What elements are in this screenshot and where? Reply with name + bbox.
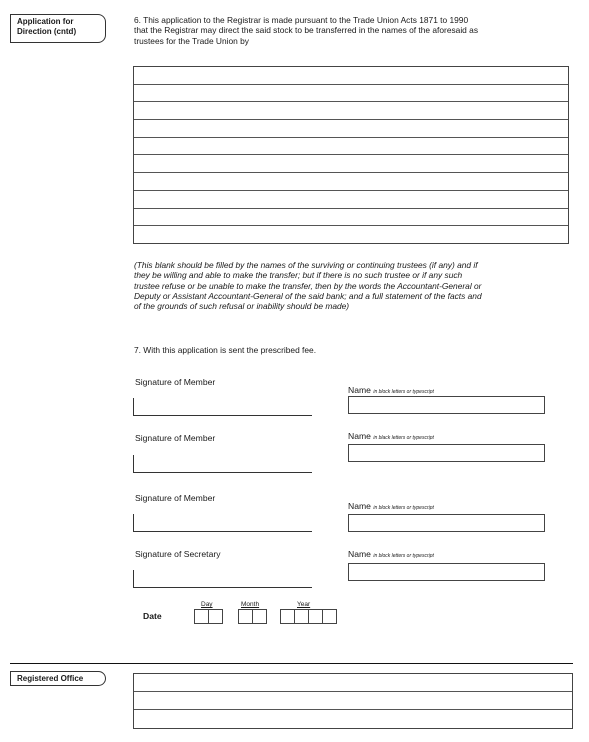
trustee-names-table[interactable] — [133, 66, 569, 244]
tab-line-1: Application for — [17, 17, 74, 26]
day-label: Day — [201, 601, 213, 608]
trustee-row[interactable] — [134, 173, 568, 191]
section-tab-application-direction — [10, 14, 106, 43]
trustee-row[interactable] — [134, 85, 568, 103]
office-row[interactable] — [134, 710, 572, 728]
name-field[interactable] — [348, 563, 545, 581]
date-label: Date — [143, 611, 162, 621]
trustee-row[interactable] — [134, 138, 568, 156]
tab-line-2: Direction (cntd) — [17, 27, 77, 36]
trustee-row[interactable] — [134, 155, 568, 173]
year-label: Year — [297, 601, 311, 608]
date-year-digit[interactable] — [322, 609, 337, 624]
signature-label: Signature of Member — [135, 493, 216, 503]
name-field[interactable] — [348, 514, 545, 532]
section-6-text: 6. This application to the Registrar is made pursuant to the Trade Union Acts 1871 to 1990 that the Registrar may direct the said stock to be transferred in the names of the aforesaid as trustees for the Trade Union by — [134, 15, 479, 46]
name-field[interactable] — [348, 444, 545, 462]
date-day-digit[interactable] — [194, 609, 209, 624]
date-year-digit[interactable] — [280, 609, 295, 624]
office-row[interactable] — [134, 674, 572, 692]
section-7-text: 7. With this application is sent the prescribed fee. — [134, 345, 317, 355]
date-month-digit[interactable] — [252, 609, 267, 624]
trustee-row[interactable] — [134, 120, 568, 138]
section-divider — [10, 663, 573, 664]
name-label: Name in block letters or typescript — [348, 501, 434, 511]
registered-office-table[interactable] — [133, 673, 573, 729]
date-year-digit[interactable] — [294, 609, 309, 624]
signature-field[interactable] — [133, 398, 312, 416]
trustee-row[interactable] — [134, 191, 568, 209]
month-label: Month — [241, 601, 260, 608]
secretary-signature-field[interactable] — [133, 570, 312, 588]
name-label: Name in black letters or typescript — [348, 431, 434, 441]
date-day-digit[interactable] — [208, 609, 223, 624]
trustee-row[interactable] — [134, 67, 568, 85]
date-month-digit[interactable] — [238, 609, 253, 624]
signature-label: Signature of Member — [135, 433, 216, 443]
signature-label: Signature of Member — [135, 377, 216, 387]
signature-field[interactable] — [133, 455, 312, 473]
name-field[interactable] — [348, 396, 545, 414]
trustee-row[interactable] — [134, 209, 568, 227]
name-label: Name in block letters or typescript — [348, 385, 434, 395]
signature-field[interactable] — [133, 514, 312, 532]
trustee-row[interactable] — [134, 102, 568, 120]
name-label: Name in block letters or typescript — [348, 549, 434, 559]
secretary-signature-label: Signature of Secretary — [135, 549, 221, 559]
section-tab-registered-office: Registered Office — [10, 671, 106, 686]
trustee-row[interactable] — [134, 226, 568, 244]
date-year-digit[interactable] — [308, 609, 323, 624]
office-row[interactable] — [134, 692, 572, 710]
instructions-text: (This blank should be filled by the names of the surviving or continuing trustees (if any) and if they be willing and able to make the transfer; but if there is no such trustee or if any such trustee refuse or be unable to make the transfer, then by the words the Accountant-General or Deputy or Assistant Accountant-General of the said bank; and a full statement of the facts and of the grounds of such refusal or inability should be made) — [134, 260, 482, 312]
